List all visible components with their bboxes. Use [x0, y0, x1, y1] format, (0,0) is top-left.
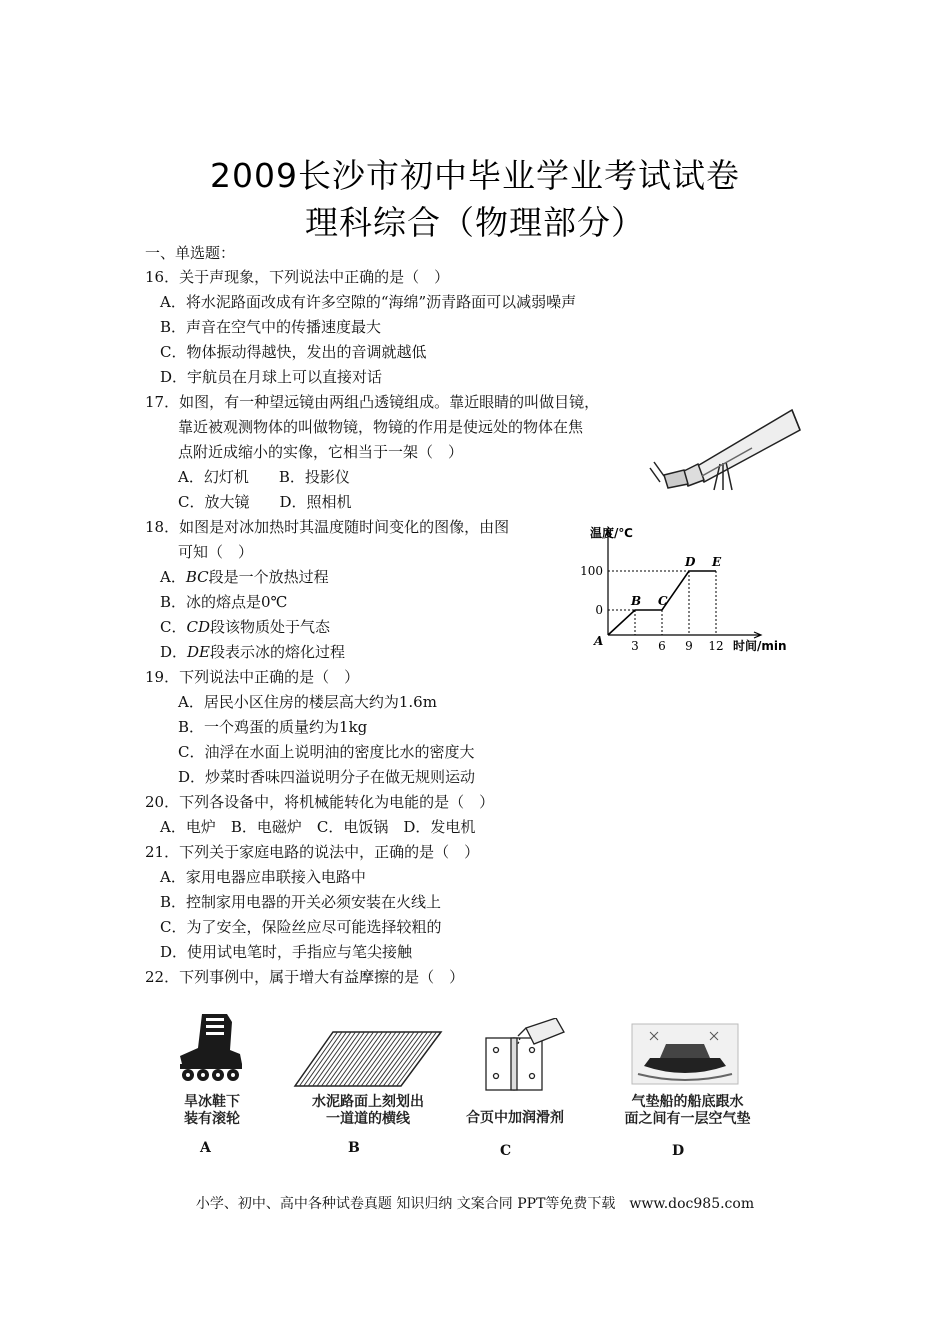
y-tick-label: 100	[580, 564, 603, 578]
caption-d: 气垫船的船底跟水 面之间有一层空气垫	[624, 1094, 751, 1127]
caption-c: 合页中加润滑剂	[466, 1110, 564, 1126]
y-axis-label: 温度/℃	[590, 526, 633, 540]
q17-stem-line2: 靠近被观测物体的叫做物镜，物镜的作用是使远处的物体在焦	[178, 418, 584, 436]
q18-stem-line2: 可知（ ）	[178, 543, 254, 561]
temperature-time-chart	[570, 520, 805, 660]
q17-stem-line1: 17．如图，有一种望远镜由两组凸透镜组成。靠近眼睛的叫做目镜，	[145, 393, 600, 411]
grooved-road-image	[293, 1030, 443, 1088]
q19-stem: 19．下列说法中正确的是（ ）	[145, 668, 360, 686]
q21-stem: 21．下列关于家庭电路的说法中，正确的是（ ）	[145, 843, 480, 861]
x-tick-label: 12	[708, 639, 724, 653]
figure-letter-a: A	[200, 1140, 211, 1156]
q16-stem: 16．关于声现象，下列说法中正确的是（ ）	[145, 268, 450, 286]
exam-subtitle: 理科综合（物理部分）	[305, 203, 645, 242]
exam-title: 2009长沙市初中毕业学业考试试卷	[210, 156, 740, 195]
q21-option-d: D．使用试电笔时，手指应与笔尖接触	[160, 943, 413, 961]
x-tick-label: 6	[658, 639, 666, 653]
page-footer: 小学、初中、高中各种试卷真题 知识归纳 文案合同 PPT等免费下载 www.doc985.com	[195, 1196, 755, 1212]
telescope-figure	[642, 390, 802, 495]
hovercraft-image	[630, 1022, 740, 1087]
hinge-lubricant-image	[478, 1018, 573, 1093]
q18-option-a: A．BC段是一个放热过程	[160, 568, 329, 586]
point-label: E	[712, 555, 722, 569]
q18-option-c: C．CD段该物质处于气态	[160, 618, 331, 636]
q16-option-a: A．将水泥路面改成有许多空隙的“海绵”沥青路面可以减弱噪声	[160, 293, 577, 311]
q17-stem-line3: 点附近成缩小的实像，它相当于一架（ ）	[178, 443, 464, 461]
x-tick-label: 3	[631, 639, 639, 653]
q20-stem: 20．下列各设备中，将机械能转化为电能的是（ ）	[145, 793, 495, 811]
y-tick-label: 0	[595, 603, 603, 617]
point-label: D	[685, 555, 696, 569]
x-tick-label: 9	[685, 639, 693, 653]
q16-option-c: C．物体振动得越快，发出的音调就越低	[160, 343, 427, 361]
q22-stem: 22．下列事例中，属于增大有益摩擦的是（ ）	[145, 968, 465, 986]
origin-label: A	[594, 634, 604, 648]
point-label: B	[631, 594, 642, 608]
q20-options: A．电炉 B．电磁炉 C．电饭锅 D．发电机	[160, 818, 476, 836]
caption-a: 旱冰鞋下 装有滚轮	[184, 1094, 240, 1127]
q21-option-c: C．为了安全，保险丝应尽可能选择较粗的	[160, 918, 442, 936]
figure-letter-d: D	[672, 1143, 685, 1159]
q19-option-b: B．一个鸡蛋的质量约为1kg	[178, 718, 368, 736]
section-heading: 一、单选题：	[145, 244, 236, 262]
caption-b: 水泥路面上刻划出 一道道的横线	[312, 1094, 424, 1127]
q16-option-d: D．宇航员在月球上可以直接对话	[160, 368, 383, 386]
q21-option-b: B．控制家用电器的开关必须安装在火线上	[160, 893, 442, 911]
q17-options-ab: A．幻灯机 B．投影仪	[178, 468, 350, 486]
x-axis-label: 时间/min	[733, 639, 787, 653]
point-label: C	[658, 594, 668, 608]
figure-letter-c: C	[500, 1143, 512, 1159]
q19-option-d: D．炒菜时香味四溢说明分子在做无规则运动	[178, 768, 476, 786]
q18-option-b: B．冰的熔点是0℃	[160, 593, 288, 611]
q19-option-c: C．油浮在水面上说明油的密度比水的密度大	[178, 743, 475, 761]
figure-letter-b: B	[348, 1140, 360, 1156]
q16-option-b: B．声音在空气中的传播速度最大	[160, 318, 382, 336]
q21-option-a: A．家用电器应串联接入电路中	[160, 868, 366, 886]
q17-options-cd: C．放大镜 D．照相机	[178, 493, 352, 511]
q19-option-a: A．居民小区住房的楼层高大约为1.6m	[178, 693, 437, 711]
q18-option-d: D．DE段表示冰的熔化过程	[160, 643, 346, 661]
roller-skate-image	[172, 1012, 247, 1082]
q18-stem-line1: 18．如图是对冰加热时其温度随时间变化的图像，由图	[145, 518, 510, 536]
